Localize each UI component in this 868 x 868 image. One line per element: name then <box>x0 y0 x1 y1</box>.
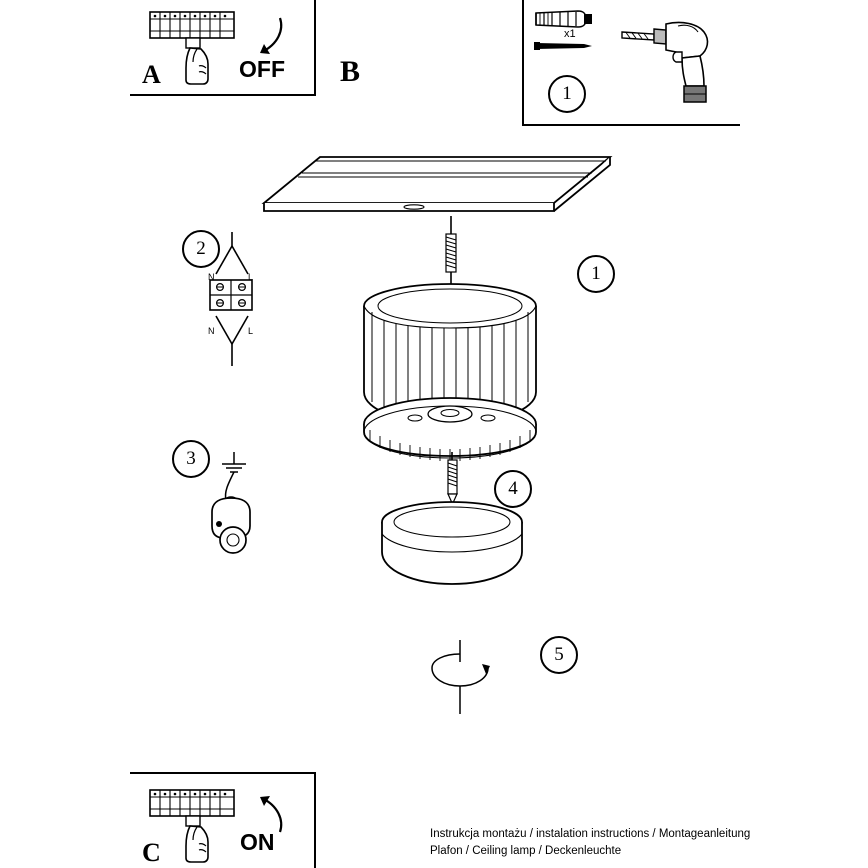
footer-line-2: Plafon / Ceiling lamp / Deckenleuchte <box>430 844 622 857</box>
footer-line-1: Instrukcja montażu / instalation instructions / Montageanleitung <box>430 828 751 840</box>
screw-icon <box>534 40 596 52</box>
tools-quantity-label: x1 <box>564 28 576 40</box>
diffuser-twist-arrow <box>420 640 500 720</box>
terminal-block-hand-icon-on <box>146 784 246 864</box>
step-2-badge: 2 <box>182 230 220 268</box>
wire-label-n-top: N <box>208 272 215 282</box>
wall-plug-icon <box>534 8 606 30</box>
wire-connector-assembly <box>196 232 266 372</box>
drill-icon <box>620 16 720 108</box>
terminal-block-hand-icon <box>146 6 246 86</box>
step-4-badge: 4 <box>494 470 532 508</box>
on-arrow-icon <box>240 790 288 836</box>
step-3-badge: 3 <box>172 440 210 478</box>
diffuser <box>372 500 532 600</box>
footer-text <box>430 826 850 859</box>
wire-label-l-bottom: L <box>248 326 254 336</box>
wire-label-n-bottom: N <box>208 326 215 336</box>
panel-c-letter: C <box>142 838 161 867</box>
ceiling-plate <box>262 155 612 225</box>
off-arrow-icon <box>240 14 288 60</box>
threaded-rod <box>440 216 462 290</box>
step-5-badge: 5 <box>540 636 578 674</box>
step-1-badge: 1 <box>577 255 615 293</box>
earth-terminal-assembly <box>200 440 262 580</box>
panel-a-action-label: OFF <box>239 56 285 82</box>
lamp-shade <box>340 280 560 480</box>
wire-label-l-top: L <box>248 272 254 282</box>
panel-b-letter: B <box>340 55 361 88</box>
step-1-badge-tools: 1 <box>548 75 586 113</box>
panel-c-action-label: ON <box>240 829 275 855</box>
panel-a-letter: A <box>142 60 161 89</box>
